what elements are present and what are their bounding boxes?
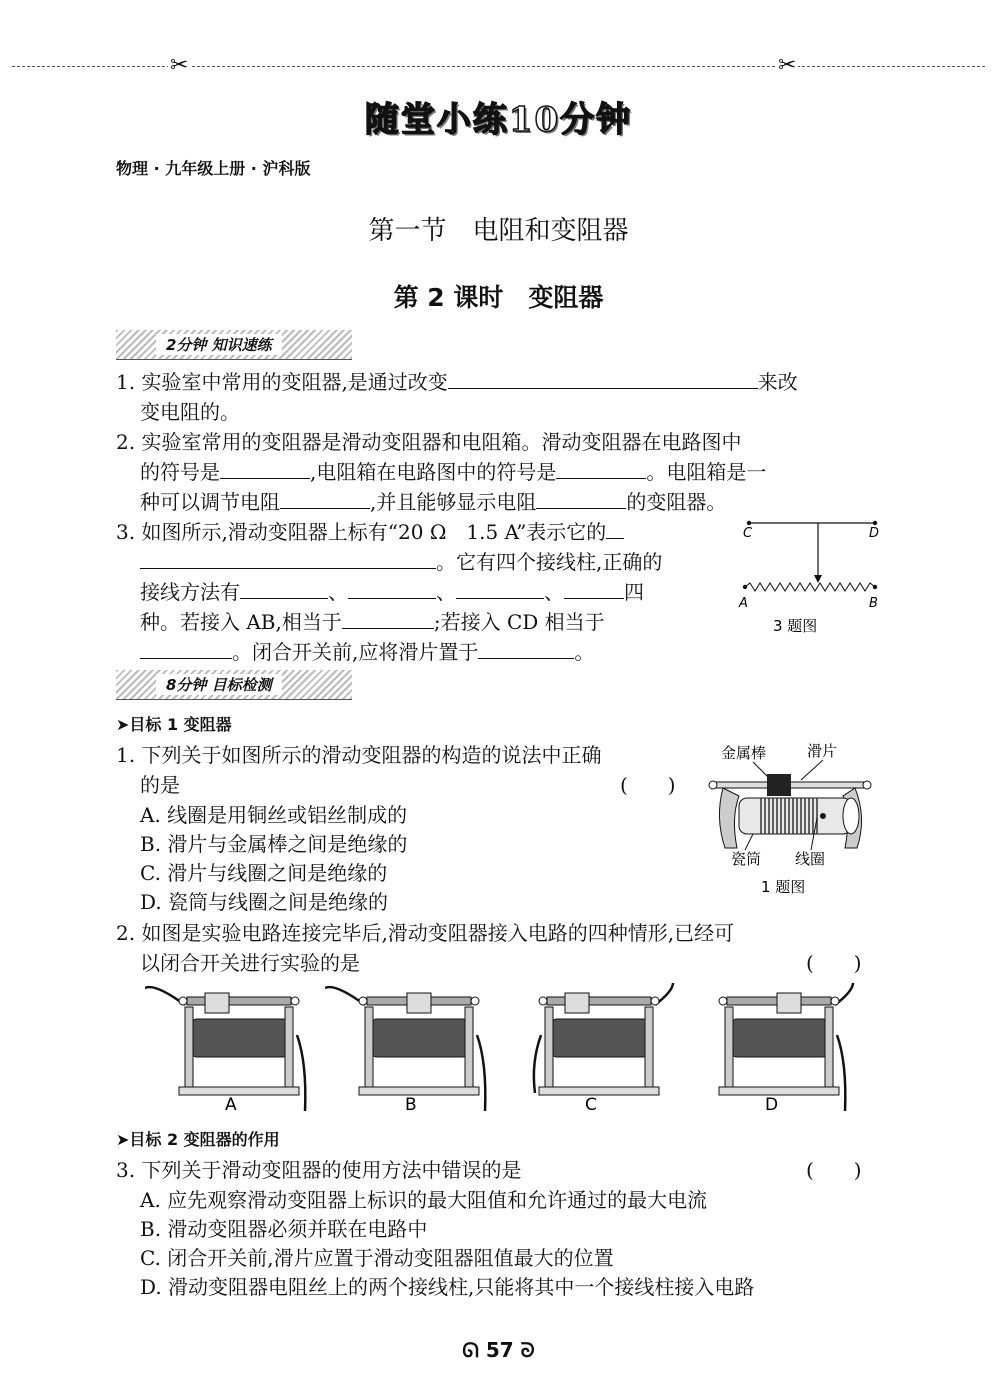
part1-label: 2分钟 知识速练	[156, 334, 282, 355]
t1-answer-paren: ( )	[620, 773, 676, 797]
q2-line3: 种可以调节电阻 ,并且能够显示电阻 的变阻器。	[140, 490, 727, 514]
subject-line: 物理 · 九年级上册 · 沪科版	[116, 159, 311, 178]
q3-line3: 接线方法有 、 、 、 四	[140, 580, 644, 604]
t1-line1: 1. 下列关于如图所示的滑动变阻器的构造的说法中正确	[116, 743, 602, 767]
q3-line2: 。它有四个接线柱,正确的	[140, 547, 662, 577]
part2-label: 8分钟 目标检测	[156, 674, 282, 695]
rheostat-symbol-figure	[735, 515, 885, 640]
q1-line2: 变电阻的。	[140, 400, 240, 424]
lesson-title: 第 2 课时 变阻器	[393, 283, 604, 312]
t3-option-d: D. 滑动变阻器电阻丝上的两个接线柱,只能将其中一个接线柱接入电路	[140, 1275, 755, 1299]
t1-line2: 的是	[140, 773, 180, 797]
t2-option-c-label: C	[585, 1095, 597, 1115]
section-title: 第一节 电阻和变阻器	[368, 216, 629, 246]
t3-answer-paren: ( )	[806, 1158, 862, 1182]
t2-option-b-label: B	[405, 1095, 417, 1115]
slider-label: 滑片	[807, 742, 838, 760]
t2-line1: 2. 如图是实验电路连接完毕后,滑动变阻器接入电路的四种情形,已经可	[116, 921, 735, 945]
t2-option-d-label: D	[765, 1095, 779, 1115]
t2-option-a-label: A	[225, 1095, 237, 1115]
q3-figure-caption: 3 题图	[773, 617, 818, 635]
t2-figures	[145, 983, 865, 1118]
terminal-c-label: C	[743, 526, 753, 541]
scissors-icon: ✂	[170, 53, 189, 78]
t1-option-b: B. 滑片与金属棒之间是绝缘的	[140, 832, 408, 856]
q2-line2: 的符号是 ,电阻箱在电路图中的符号是 。电阻箱是一	[140, 460, 767, 484]
terminal-d-label: D	[869, 526, 880, 541]
t3-option-c: C. 闭合开关前,滑片应置于滑动变阻器阻值最大的位置	[140, 1246, 614, 1270]
t3-option-a: A. 应先观察滑动变阻器上标识的最大阻值和允许通过的最大电流	[140, 1188, 708, 1212]
t2-rheostat-d	[685, 983, 865, 1118]
ornament-left-icon: ᘏ	[462, 1338, 486, 1362]
ornament-right-icon: ᘐ	[513, 1338, 535, 1362]
terminal-a-label: A	[739, 596, 748, 611]
rheostat-structure-figure	[705, 738, 885, 898]
part2-header	[116, 670, 356, 700]
goal1-heading: ➤目标 1 变阻器	[116, 715, 232, 734]
q3-line4: 种。若接入 AB,相当于 ;若接入 CD 相当于	[140, 610, 605, 634]
t1-option-d: D. 瓷筒与线圈之间是绝缘的	[140, 890, 389, 914]
tube-label: 瓷筒	[731, 850, 762, 868]
rod-label: 金属棒	[721, 744, 767, 762]
t3-option-b: B. 滑动变阻器必须并联在电路中	[140, 1217, 428, 1241]
t2-rheostat-b	[325, 983, 500, 1118]
banner-title: 随堂小练10分钟	[364, 100, 633, 140]
part1-header	[116, 330, 356, 360]
t2-line2: 以闭合开关进行实验的是	[140, 951, 360, 975]
page-number: ᘏ 57 ᘐ	[462, 1338, 535, 1362]
t2-rheostat-c	[505, 983, 680, 1118]
t1-figure-caption: 1 题图	[761, 878, 806, 896]
t1-option-c: C. 滑片与线圈之间是绝缘的	[140, 861, 388, 885]
q3-line1: 3. 如图所示,滑动变阻器上标有“20 Ω 1.5 A”表示它的	[116, 517, 624, 547]
t2-answer-paren: ( )	[806, 951, 862, 975]
scissors-icon: ✂	[778, 53, 797, 78]
goal2-heading: ➤目标 2 变阻器的作用	[116, 1130, 280, 1149]
q1-line1: 1. 实验室中常用的变阻器,是通过改变 来改	[116, 370, 798, 394]
q3-line5: 。闭合开关前,应将滑片置于 。	[140, 637, 594, 667]
cut-line	[12, 66, 985, 67]
t2-rheostat-a	[145, 983, 320, 1118]
t3-line1: 3. 下列关于滑动变阻器的使用方法中错误的是	[116, 1158, 522, 1182]
coil-label: 线圈	[795, 850, 826, 868]
t1-option-a: A. 线圈是用铜丝或铝丝制成的	[140, 803, 408, 827]
terminal-b-label: B	[869, 596, 878, 611]
q2-line1: 2. 实验室常用的变阻器是滑动变阻器和电阻箱。滑动变阻器在电路图中	[116, 430, 742, 454]
